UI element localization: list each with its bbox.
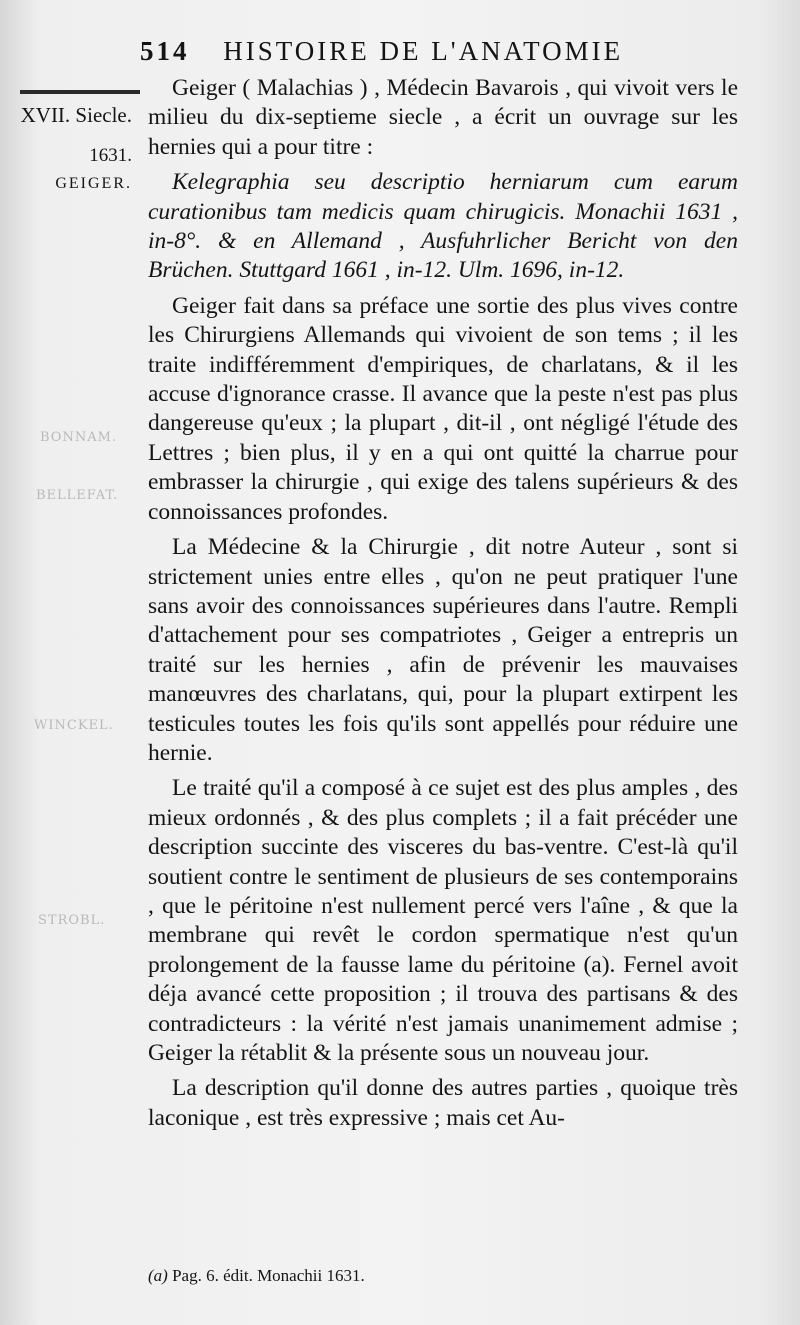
paragraph: Geiger fait dans sa préface une sortie des plus vives contre les Chirurgiens Allemands qui vivoient de son tems ; il les traite indifféremment d'empiriques, de charlatans, & il les accuse d'ignorance crasse. Il avance que la peste n'est pas plus dangereuse qu'eux ; la plupart , dit-il , ont négligé l'étude des Lettres ; bien plus, il y en a qui ont quitté la charrue pour embrasser la chirurgie , qui exige des talens supérieurs & des connoissances profondes.: [148, 292, 738, 525]
paragraph: Le traité qu'il a composé à ce sujet est des plus amples , des mieux ordonnés , & des plus complets ; il a fait précéder une description succinte des visceres du bas-ventre. C'est-là qu'il soutient contre le sentiment de plusieurs de ses contemporains , que le péritoine n'est nullement percé vers l'aîne , & que la membrane qui revêt le cordon spermatique n'est qu'un prolongement de la fausse lame du péritoine (a). Fernel avoit déja avancé cette proposition ; il trouva des partisans & des contradicteurs : la vérité n'est jamais unanimement admise ; Geiger la rétablit & la présente sous un nouveau jour.: [148, 775, 738, 1066]
body-text: [148, 74, 738, 1139]
book-title-paragraph: Kelegraphia seu descriptio herniarum cum earum curationibus tam medicis quam chirugicis. Monachii 1631 , in-8°. & en Allemand , Ausfuhrlicher Bericht von den Brüchen. Stuttgard 1661 , in-12. Ulm. 1696, in-12.: [148, 169, 738, 284]
footnote: [148, 1266, 708, 1286]
paragraph: Geiger ( Malachias ) , Médecin Bavarois , qui vivoit vers le milieu du dix-septieme siecle , a écrit un ouvrage sur les hernies qui a pour titre :: [148, 75, 738, 160]
paragraph: La description qu'il donne des autres parties , quoique très laconique , est très expressive ; mais cet Au-: [148, 1075, 738, 1131]
footnote-mark: (a): [148, 1266, 168, 1285]
running-header: [140, 36, 740, 76]
margin-name: GEIGER.: [55, 175, 132, 192]
paragraph: La Médecine & la Chirurgie , dit notre Auteur , sont si strictement unies entre elles , qu'on ne peut pratiquer l'une sans avoir des connoissances supérieures dans l'autre. Rempli d'attachement pour ses compatriotes , Geiger a entrepris un traité sur les hernies , afin de prévenir les mauvaises manœuvres des charlatans, qui, pour la plupart extirpent les testicules toutes les fois qu'ils sont appellés pour réduire une hernie.: [148, 534, 738, 766]
bleed-through-mark: BONNAM.: [40, 430, 118, 445]
margin-year: 1631.: [89, 145, 132, 166]
page-number: 514: [140, 36, 190, 66]
bleed-through-mark: BELLEFAT.: [36, 488, 119, 503]
bleed-through-mark: WINCKEL.: [34, 718, 114, 733]
footnote-text: Pag. 6. édit. Monachii 1631.: [172, 1266, 365, 1285]
margin-century: XVII. Siecle.: [20, 103, 132, 127]
margin-rule: [20, 90, 140, 94]
bleed-through-mark: STROBL.: [38, 913, 106, 928]
running-title: HISTOIRE DE L'ANATOMIE: [223, 36, 624, 66]
